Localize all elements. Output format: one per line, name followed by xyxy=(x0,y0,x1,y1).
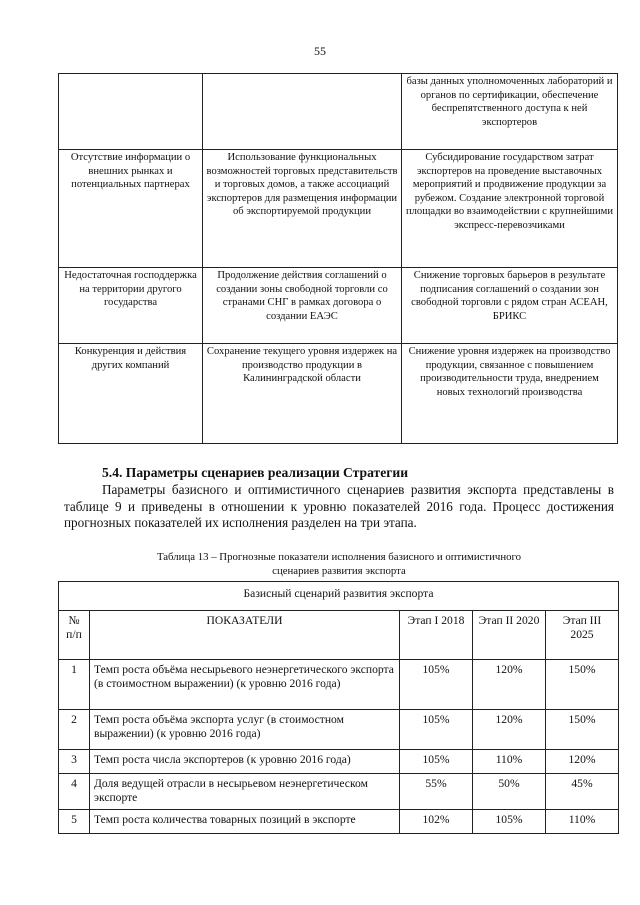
row-indicator: Темп роста объёма экспорта услуг (в стоимостном выражении) (к уровню 2016 года) xyxy=(90,710,400,750)
section-heading: 5.4. Параметры сценариев реализации Стратегии xyxy=(102,465,409,480)
risk-cell: Недостаточная господдержка на территории другого государства xyxy=(59,268,203,344)
row-stage3: 110% xyxy=(546,810,619,834)
result-cell: базы данных уполномоченных лабораторий и органов по сертификации, обеспечение беспрепятственного доступа к ней экспортеров xyxy=(402,74,618,150)
caption-line: сценариев развития экспорта xyxy=(272,564,406,577)
table-row xyxy=(59,344,618,444)
row-stage2: 110% xyxy=(473,750,546,774)
measure-cell xyxy=(203,74,402,150)
table-header-row xyxy=(59,611,619,660)
page-number: 55 xyxy=(314,44,326,58)
measure-cell: Использование функциональных возможностей торговых представительств и торговых домов, а также ассоциаций экспортеров для размещения информации об экспортируемой продукции xyxy=(203,150,402,268)
measure-cell: Продолжение действия соглашений о создании зоны свободной торговли со странами СНГ в рамках договора о создании ЕАЭС xyxy=(203,268,402,344)
table-row xyxy=(59,810,619,834)
row-stage1: 55% xyxy=(400,774,473,810)
risk-cell: Отсутствие информации о внешних рынках и потенциальных партнерах xyxy=(59,150,203,268)
row-stage2: 120% xyxy=(473,660,546,710)
row-stage1: 105% xyxy=(400,660,473,710)
row-stage1: 105% xyxy=(400,710,473,750)
header-num: № п/п xyxy=(59,611,90,660)
row-stage3: 120% xyxy=(546,750,619,774)
row-stage1: 102% xyxy=(400,810,473,834)
row-indicator: Доля ведущей отрасли в несырьевом неэнергетическом экспорте xyxy=(90,774,400,810)
table-title-row xyxy=(59,582,619,611)
result-cell: Субсидирование государством затрат экспортеров на проведение выставочных мероприятий и продвижение продукции за рубежом. Создание электронной торговой площадки во взаимодействии с крупнейшими экспресс-перевозчиками xyxy=(402,150,618,268)
row-num: 5 xyxy=(59,810,90,834)
table-row xyxy=(59,150,618,268)
table-row xyxy=(59,710,619,750)
table-title: Базисный сценарий развития экспорта xyxy=(59,582,619,611)
row-num: 3 xyxy=(59,750,90,774)
row-stage2: 50% xyxy=(473,774,546,810)
row-num: 2 xyxy=(59,710,90,750)
risk-cell: Конкуренция и действия других компаний xyxy=(59,344,203,444)
header-indicator: ПОКАЗАТЕЛИ xyxy=(90,611,400,660)
table-row xyxy=(59,74,618,150)
table-row xyxy=(59,268,618,344)
header-stage2: Этап II 2020 xyxy=(473,611,546,660)
risk-measures-table xyxy=(58,73,618,444)
row-indicator: Темп роста числа экспортеров (к уровню 2016 года) xyxy=(90,750,400,774)
forecast-table xyxy=(58,581,619,834)
measure-cell: Сохранение текущего уровня издержек на производство продукции в Калининградской области xyxy=(203,344,402,444)
row-stage3: 45% xyxy=(546,774,619,810)
row-num: 1 xyxy=(59,660,90,710)
row-stage1: 105% xyxy=(400,750,473,774)
row-stage3: 150% xyxy=(546,710,619,750)
result-cell: Снижение торговых барьеров в результате подписания соглашений о создании зон свободной торговли с рядом стран АСЕАН, БРИКС xyxy=(402,268,618,344)
result-cell: Снижение уровня издержек на производство продукции, связанное с повышением производительности труда, внедрением новых технологий производства xyxy=(402,344,618,444)
row-stage2: 105% xyxy=(473,810,546,834)
caption-line: Таблица 13 – Прогнозные показатели исполнения базисного и оптимистичного xyxy=(156,551,522,563)
row-stage3: 150% xyxy=(546,660,619,710)
row-indicator: Темп роста объёма несырьевого неэнергетического экспорта (в стоимостном выражении) (к уровню 2016 года) xyxy=(90,660,400,710)
risk-cell xyxy=(59,74,203,150)
row-stage2: 120% xyxy=(473,710,546,750)
row-indicator: Темп роста количества товарных позиций в экспорте xyxy=(90,810,400,834)
row-num: 4 xyxy=(59,774,90,810)
header-stage3: Этап III 2025 xyxy=(546,611,619,660)
table-row xyxy=(59,750,619,774)
table-caption xyxy=(64,551,614,578)
header-stage1: Этап I 2018 xyxy=(400,611,473,660)
table-row xyxy=(59,660,619,710)
section-paragraph: Параметры базисного и оптимистичного сценариев развития экспорта представлены в таблице 9 и приведены в отношении к уровню показателей 2016 года. Процесс достижения прогнозных показателей их исполнения разделен на три этапа. xyxy=(64,482,614,530)
table-row xyxy=(59,774,619,810)
